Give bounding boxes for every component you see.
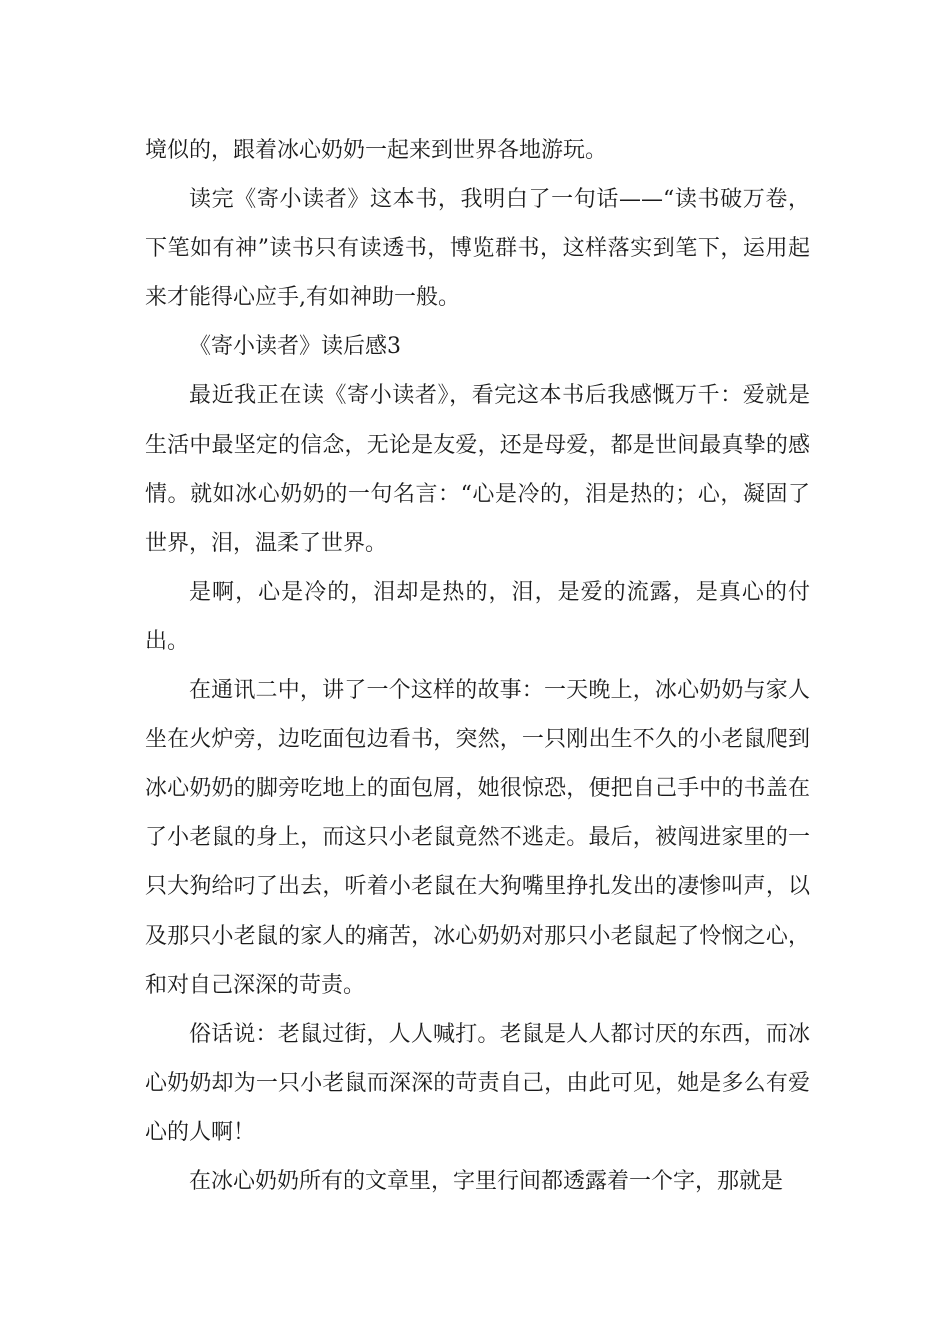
section-heading: 《寄小读者》读后感3 [189,334,401,360]
paragraph: 在冰心奶奶所有的文章里，字里行间都透露着一个字，那就是 [189,1168,784,1194]
paragraph: 最近我正在读《寄小读者》，看完这本书后我感慨万千：爱就是生活中最坚定的信念，无论是友爱，还是母爱，都是世间最真挚的感情。就如冰心奶奶的一句名言：“心是冷的，泪是热的；心，凝固了世界，泪，温柔了世界。 [145,383,810,556]
paragraph: 俗话说：老鼠过街，人人喊打。老鼠是人人都讨厌的东西，而冰心奶奶却为一只小老鼠而深深的苛责自己，由此可见，她是多么有爱心的人啊！ [145,1021,810,1145]
paragraph: 是啊，心是冷的，泪却是热的，泪，是爱的流露，是真心的付出。 [145,579,810,654]
document-body [145,126,810,1206]
paragraph-continuation: 境似的，跟着冰心奶奶一起来到世界各地游玩。 [145,138,608,163]
paragraph: 读完《寄小读者》这本书，我明白了一句话——“读书破万卷，下笔如有神”读书只有读透书，博览群书，这样落实到笔下，运用起来才能得心应手,有如神助一般。 [145,187,810,311]
paragraph: 在通讯二中，讲了一个这样的故事：一天晚上，冰心奶奶与家人坐在火炉旁，边吃面包边看书，突然，一只刚出生不久的小老鼠爬到冰心奶奶的脚旁吃地上的面包屑，她很惊恐，便把自己手中的书盖在了小老鼠的身上，而这只小老鼠竟然不逃走。最后，被闯进家里的一只大狗给叼了出去，听着小老鼠在大狗嘴里挣扎发出的凄惨叫声，以及那只小老鼠的家人的痛苦，冰心奶奶对那只小老鼠起了怜悯之心，和对自己深深的苛责。 [145,678,810,998]
